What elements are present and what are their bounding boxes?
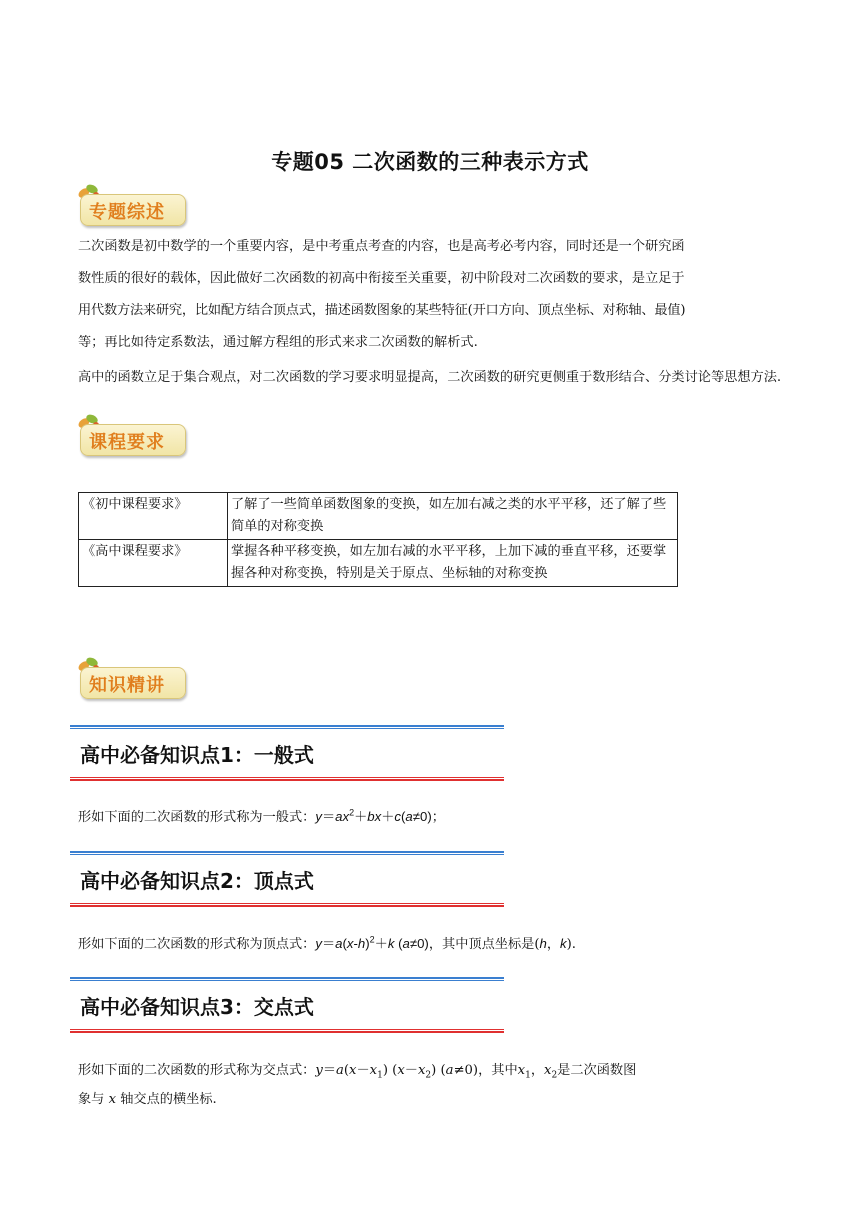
formula-text: 象与	[78, 1091, 105, 1107]
intercept-form-formula	[78, 1059, 786, 1112]
overview-section-tag	[78, 191, 186, 225]
roots-label: $x_1$，$x_2$	[517, 1063, 558, 1081]
table-cell: 《初中课程要求》	[79, 493, 228, 540]
formula-text: 形如下面的二次函数的形式称为一般式：	[78, 810, 316, 825]
overview-tag-label: 专题综述	[89, 202, 165, 223]
general-form-formula	[78, 806, 445, 825]
formula-text: ).	[566, 937, 576, 952]
text-line: 用代数方法来研究，比如配方结合顶点式，描述函数图象的某些特征(开口方向、顶点坐标、对称轴、最值)	[78, 303, 686, 318]
formula-text: 是二次函数图	[557, 1063, 637, 1078]
formula-text: 轴交点的横坐标.	[120, 1091, 217, 1107]
table-cell: 《高中课程要求》	[79, 540, 228, 587]
formula-text: 形如下面的二次函数的形式称为顶点式：	[78, 937, 316, 952]
formula-text: ，其中顶点坐标是(	[428, 937, 540, 952]
knowledge-point-3-title: 高中必备知识点3：交点式	[80, 995, 314, 1019]
intercept-form-expression: $y=a(x-x_1)$ $(x-x_2)$ (a≠0)	[315, 1063, 479, 1081]
overview-paragraph-2: 高中的函数立足于集合观点，对二次函数的学习要求明显提高，二次函数的研究更侧重于数形结合、分类讨论等思想方法.	[78, 370, 782, 385]
red-double-rule	[70, 1029, 504, 1033]
table-cell: 了解了一些简单函数图象的变换，如左加右减之类的水平平移，还了解了些简单的对称变换	[228, 493, 678, 540]
formula-text: ，其中	[478, 1063, 518, 1078]
overview-paragraph-1	[78, 231, 786, 359]
blue-double-rule	[70, 725, 504, 729]
page-title: 专题05 二次函数的三种表示方式	[271, 150, 589, 174]
formula-line	[78, 1088, 786, 1112]
vertex-coordinates: h，k	[539, 936, 567, 951]
x-axis-symbol: x	[108, 1091, 117, 1107]
text-line: 二次函数是初中数学的一个重要内容，是中考重点考查的内容，也是高考必考内容，同时还是一个研究函	[78, 239, 685, 254]
blue-double-rule	[70, 851, 504, 855]
formula-text: ；	[431, 810, 445, 825]
requirements-table	[78, 492, 678, 587]
vertex-form-formula	[78, 933, 576, 952]
knowledge-tag-label: 知识精讲	[89, 675, 165, 696]
table-cell: 掌握各种平移变换，如左加右减的水平平移，上加下减的垂直平移，还要掌握各种对称变换，特别是关于原点、坐标轴的对称变换	[228, 540, 678, 587]
requirements-section-tag	[78, 421, 186, 455]
general-form-expression: $y=ax^2+bx+c(a\ne 0)$	[315, 807, 432, 824]
text-line: 数性质的很好的载体，因此做好二次函数的初高中衔接至关重要，初中阶段对二次函数的要求，是立足于	[78, 271, 685, 286]
red-double-rule	[70, 903, 504, 907]
table-row	[79, 540, 678, 587]
blue-double-rule	[70, 977, 504, 981]
vertex-form-expression: $y=a(x-h)^2+k$ (a≠0)	[315, 934, 429, 951]
requirements-tag-label: 课程要求	[89, 432, 165, 453]
knowledge-point-1-title: 高中必备知识点1：一般式	[80, 743, 314, 767]
red-double-rule	[70, 777, 504, 781]
formula-text: 形如下面的二次函数的形式称为交点式：	[78, 1063, 316, 1078]
knowledge-section-tag	[78, 664, 186, 698]
text-line: 等；再比如待定系数法，通过解方程组的形式来求二次函数的解析式.	[78, 335, 478, 350]
formula-line	[78, 1059, 786, 1088]
table-row	[79, 493, 678, 540]
knowledge-point-2-title: 高中必备知识点2：顶点式	[80, 869, 314, 893]
